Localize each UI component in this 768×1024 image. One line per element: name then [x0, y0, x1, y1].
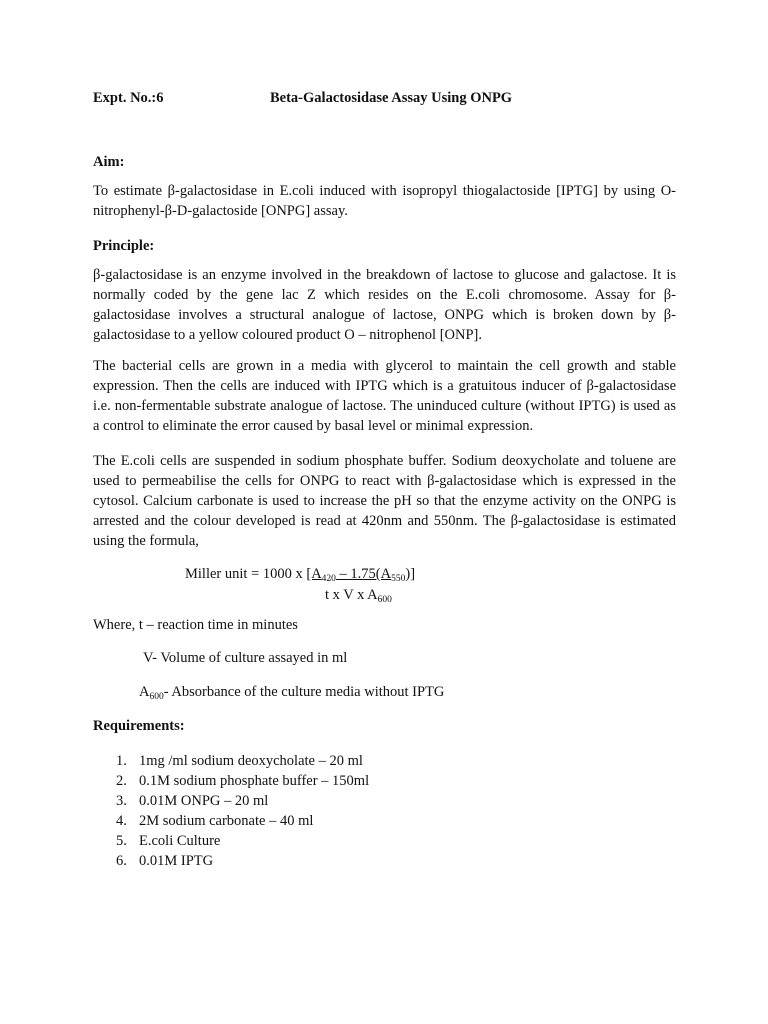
miller-unit-formula	[185, 564, 415, 584]
where-intro: Where, t – reaction time in minutes	[93, 617, 298, 633]
a600-definition: $A_{600}-$ Absorbance of the culture media without IPTG	[139, 684, 445, 702]
principle-heading: Principle:	[93, 238, 155, 254]
principle-paragraph-1: β-galactosidase is an enzyme involved in the breakdown of lactose to glucose and galactose. It is normally coded by the gene lac Z which resides on the E.coli chromosome. Assay for β-galactosidase involves a structural analogue of lactose, ONPG which is broken down by β-galactosidase to a yellow coloured product O – nitrophenol [ONP].	[93, 267, 676, 343]
formula-denominator: t x V x $A_{600}$	[325, 587, 392, 605]
document-title: Beta-Galactosidase Assay Using ONPG	[270, 90, 513, 106]
aim-text: To estimate β-galactosidase in E.coli induced with isopropyl thiogalactoside [IPTG] by using O-nitrophenyl-β-D-galactoside [ONPG] assay.	[93, 183, 676, 219]
requirements-heading: Requirements:	[93, 718, 185, 734]
formula-prefix: Miller unit = 1000 x	[185, 566, 307, 582]
experiment-number: Expt. No.:6	[93, 90, 164, 106]
v-definition: V- Volume of culture assayed in ml	[143, 650, 348, 666]
principle-paragraph-3: The E.coli cells are suspended in sodium phosphate buffer. Sodium deoxycholate and toluene are used to permeabilise the cells for ONPG to react with β-galactosidase which is expressed in the cytosol. Calcium carbonate is used to increase the pH so that the enzyme activity on the ONPG is arrested and the colour developed is read at 420nm and 550nm. The β-galactosidase is estimated using the formula,	[93, 453, 676, 549]
aim-heading: Aim:	[93, 154, 125, 170]
principle-paragraph-2: The bacterial cells are grown in a media with glycerol to maintain the cell growth and stable expression. Then the cells are induced with IPTG which is a gratuitous inducer of β-galactosidase i.e. non-fermentable substrate analogue of lactose. The uninduced culture (without IPTG) is used as a control to eliminate the error caused by basal level or minimal expression.	[93, 358, 676, 434]
formula-numerator: $[A_{420} - 1.75(A_{550})]$	[306, 566, 416, 584]
